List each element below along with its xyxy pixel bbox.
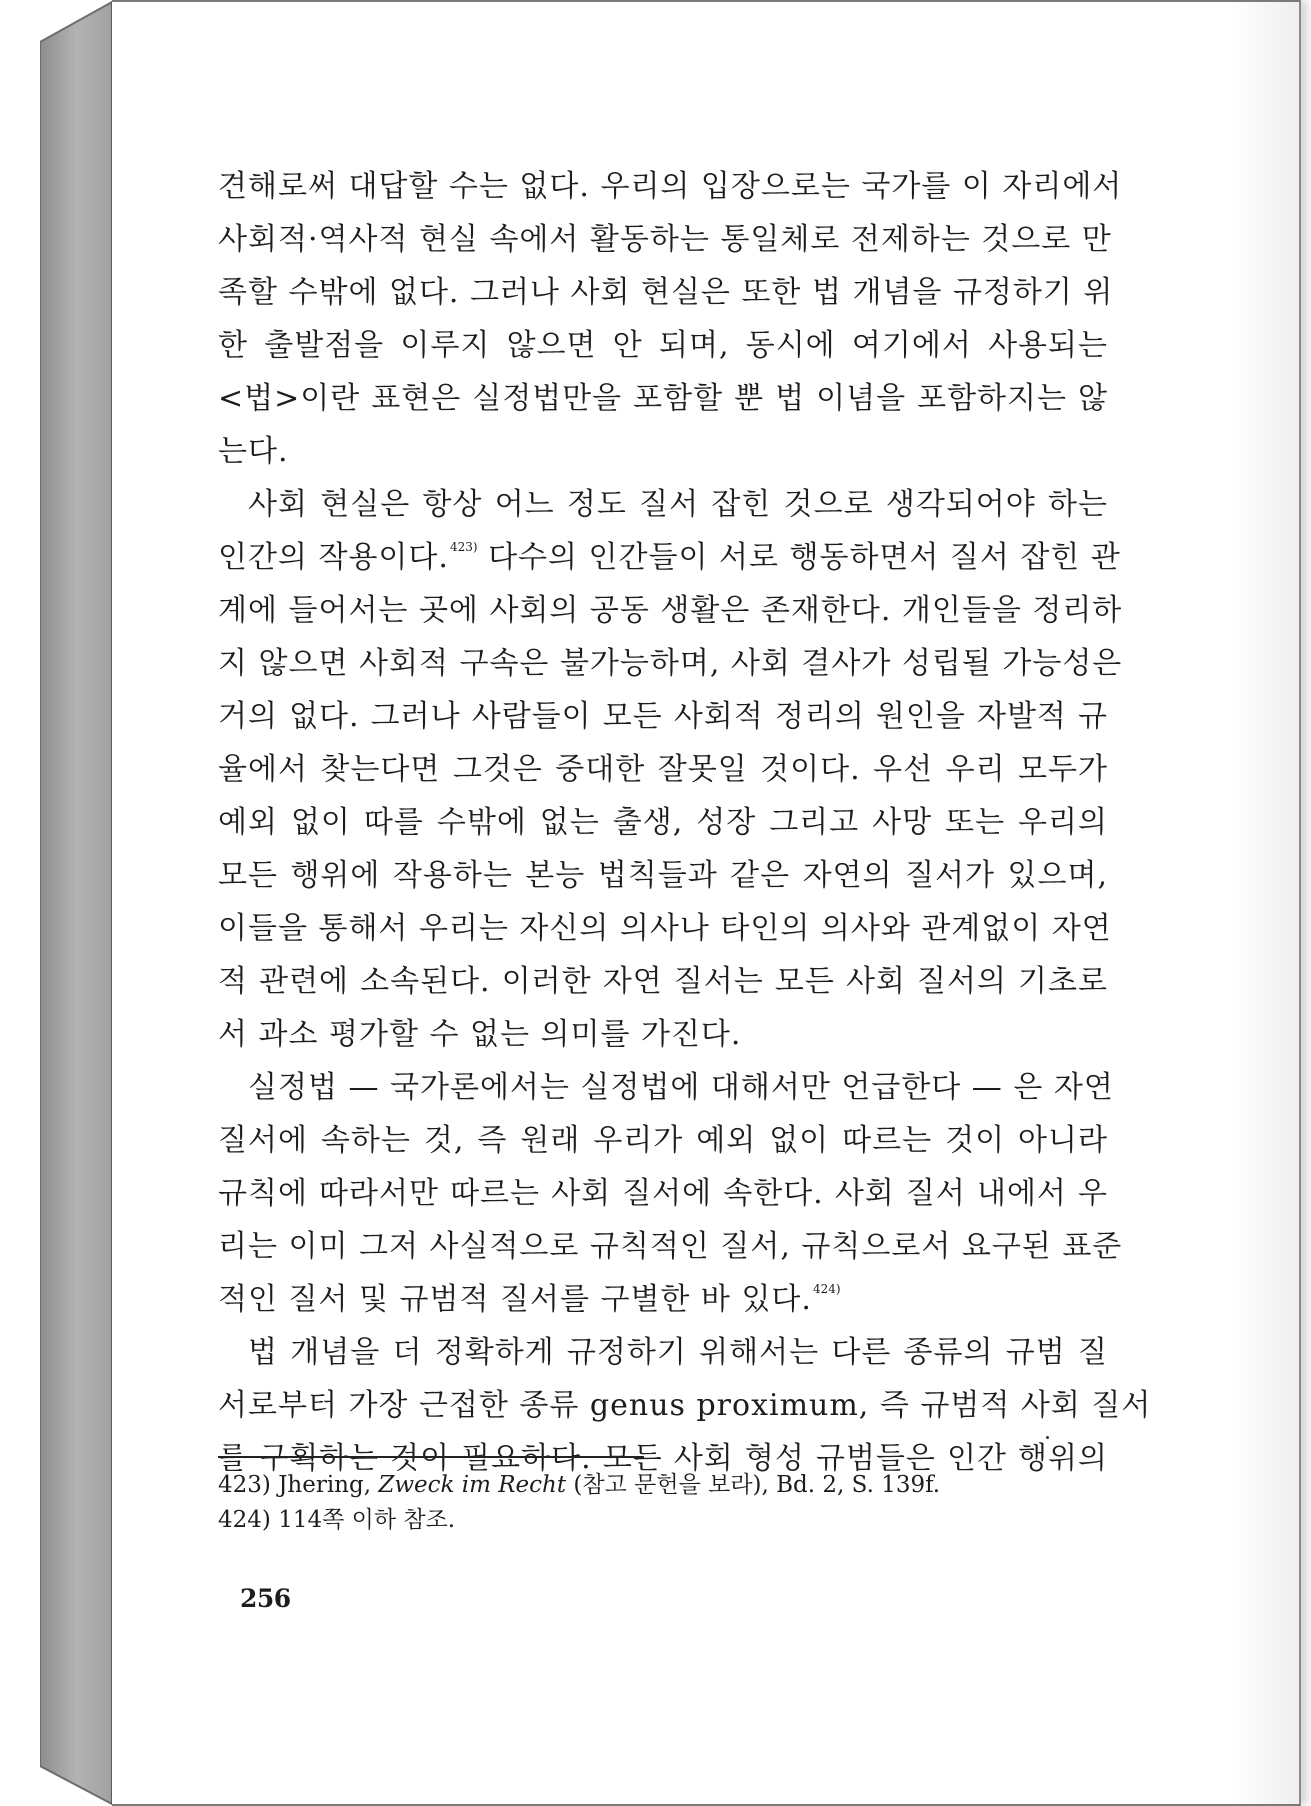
paragraph-1 — [218, 160, 1123, 478]
text-line: 견해로써 대답할 수는 없다. 우리의 입장으로는 국가를 이 자리에서 — [218, 169, 1123, 204]
body-text — [218, 160, 1152, 1485]
print-speck — [1046, 1436, 1049, 1439]
paragraph-4 — [218, 1326, 1152, 1485]
text-line: 예외 없이 따를 수밖에 없는 출생, 성장 그리고 사망 또는 우리의 — [218, 805, 1108, 840]
text-line: 규칙에 따라서만 따르는 사회 질서에 속한다. 사회 질서 내에서 우 — [218, 1176, 1108, 1211]
text-line-with-footnote — [218, 531, 1121, 584]
text-line: 계에 들어서는 곳에 사회의 공동 생활은 존재한다. 개인들을 정리하 — [218, 593, 1123, 628]
footnote-424 — [218, 1503, 1118, 1538]
footnote-ref: 424) — [812, 1282, 841, 1296]
footnote-423 — [218, 1468, 1118, 1503]
text-line: 한 출발점을 이루지 않으면 안 되며, 동시에 여기에서 사용되는 — [218, 328, 1108, 363]
text-line: 리는 이미 그저 사실적으로 규칙적인 질서, 규칙으로서 요구된 표준 — [218, 1229, 1123, 1264]
text-line: 거의 없다. 그러나 사람들이 모든 사회적 정리의 원인을 자발적 규 — [218, 699, 1108, 734]
text-line: 모든 행위에 작용하는 본능 법칙들과 같은 자연의 질서가 있으며, — [218, 858, 1108, 893]
paragraph-3 — [218, 1061, 1123, 1326]
text-line: 서 과소 평가할 수 없는 의미를 가진다. — [218, 1017, 742, 1052]
text-line: 족할 수밖에 없다. 그러나 사회 현실은 또한 법 개념을 규정하기 위 — [218, 275, 1114, 310]
text-line-tail: 다수의 인간들이 서로 행동하면서 질서 잡힌 관 — [477, 540, 1121, 575]
footnote-title: Zweck im Recht — [378, 1472, 567, 1498]
text-line: 법 개념을 더 정확하게 규정하기 위해서는 다른 종류의 규범 질 — [248, 1335, 1108, 1370]
footnote-ref: 423) — [449, 540, 478, 554]
text-line: 적 관련에 소속된다. 이러한 자연 질서는 모든 사회 질서의 기초로 — [218, 964, 1108, 999]
footnote-divider — [218, 1456, 644, 1458]
book-page — [112, 0, 1301, 1806]
text-line: <법>이란 표현은 실정법만을 포함할 뿐 법 이념을 포함하지는 않 — [218, 381, 1108, 416]
footnote-number: 423) — [218, 1472, 271, 1498]
text-line: 질서에 속하는 것, 즉 원래 우리가 예외 없이 따르는 것이 아니라 — [218, 1123, 1108, 1158]
text-line-head: 적인 질서 및 규범적 질서를 구별한 바 있다. — [218, 1282, 812, 1317]
text-line-with-footnote — [218, 1273, 1108, 1326]
page-edge-shade — [1229, 2, 1299, 1804]
text-line-head: 인간의 작용이다. — [218, 540, 449, 575]
book-spine — [40, 0, 112, 1806]
text-line: 사회적·역사적 현실 속에서 활동하는 통일체로 전제하는 것으로 만 — [218, 222, 1112, 257]
paragraph-2 — [218, 478, 1123, 1061]
footnote-text: 114쪽 이하 참조. — [278, 1507, 456, 1533]
text-line: 를 구획하는 것이 필요하다. 모든 사회 형성 규범들은 인간 행위의 — [218, 1441, 1108, 1476]
footnote-author: Jhering, — [278, 1472, 372, 1498]
footnotes — [218, 1468, 1118, 1538]
text-line: 지 않으면 사회적 구속은 불가능하며, 사회 결사가 성립될 가능성은 — [218, 646, 1123, 681]
text-line: 율에서 찾는다면 그것은 중대한 잘못일 것이다. 우선 우리 모두가 — [218, 752, 1108, 787]
footnote-rest: (참고 문헌을 보라), Bd. 2, S. 139f. — [573, 1472, 941, 1498]
text-line: 사회 현실은 항상 어느 정도 질서 잡힌 것으로 생각되어야 하는 — [248, 487, 1108, 522]
text-line: 서로부터 가장 근접한 종류 genus proximum, 즉 규범적 사회 질서 — [218, 1388, 1152, 1423]
book-spine-graphic — [40, 0, 112, 1806]
text-line: 이들을 통해서 우리는 자신의 의사나 타인의 의사와 관계없이 자연 — [218, 911, 1112, 946]
text-line: 는다. — [218, 434, 289, 469]
text-line: 실정법 — 국가론에서는 실정법에 대해서만 언급한다 — 은 자연 — [248, 1070, 1114, 1105]
page-number: 256 — [240, 1584, 291, 1613]
footnote-number: 424) — [218, 1507, 271, 1533]
